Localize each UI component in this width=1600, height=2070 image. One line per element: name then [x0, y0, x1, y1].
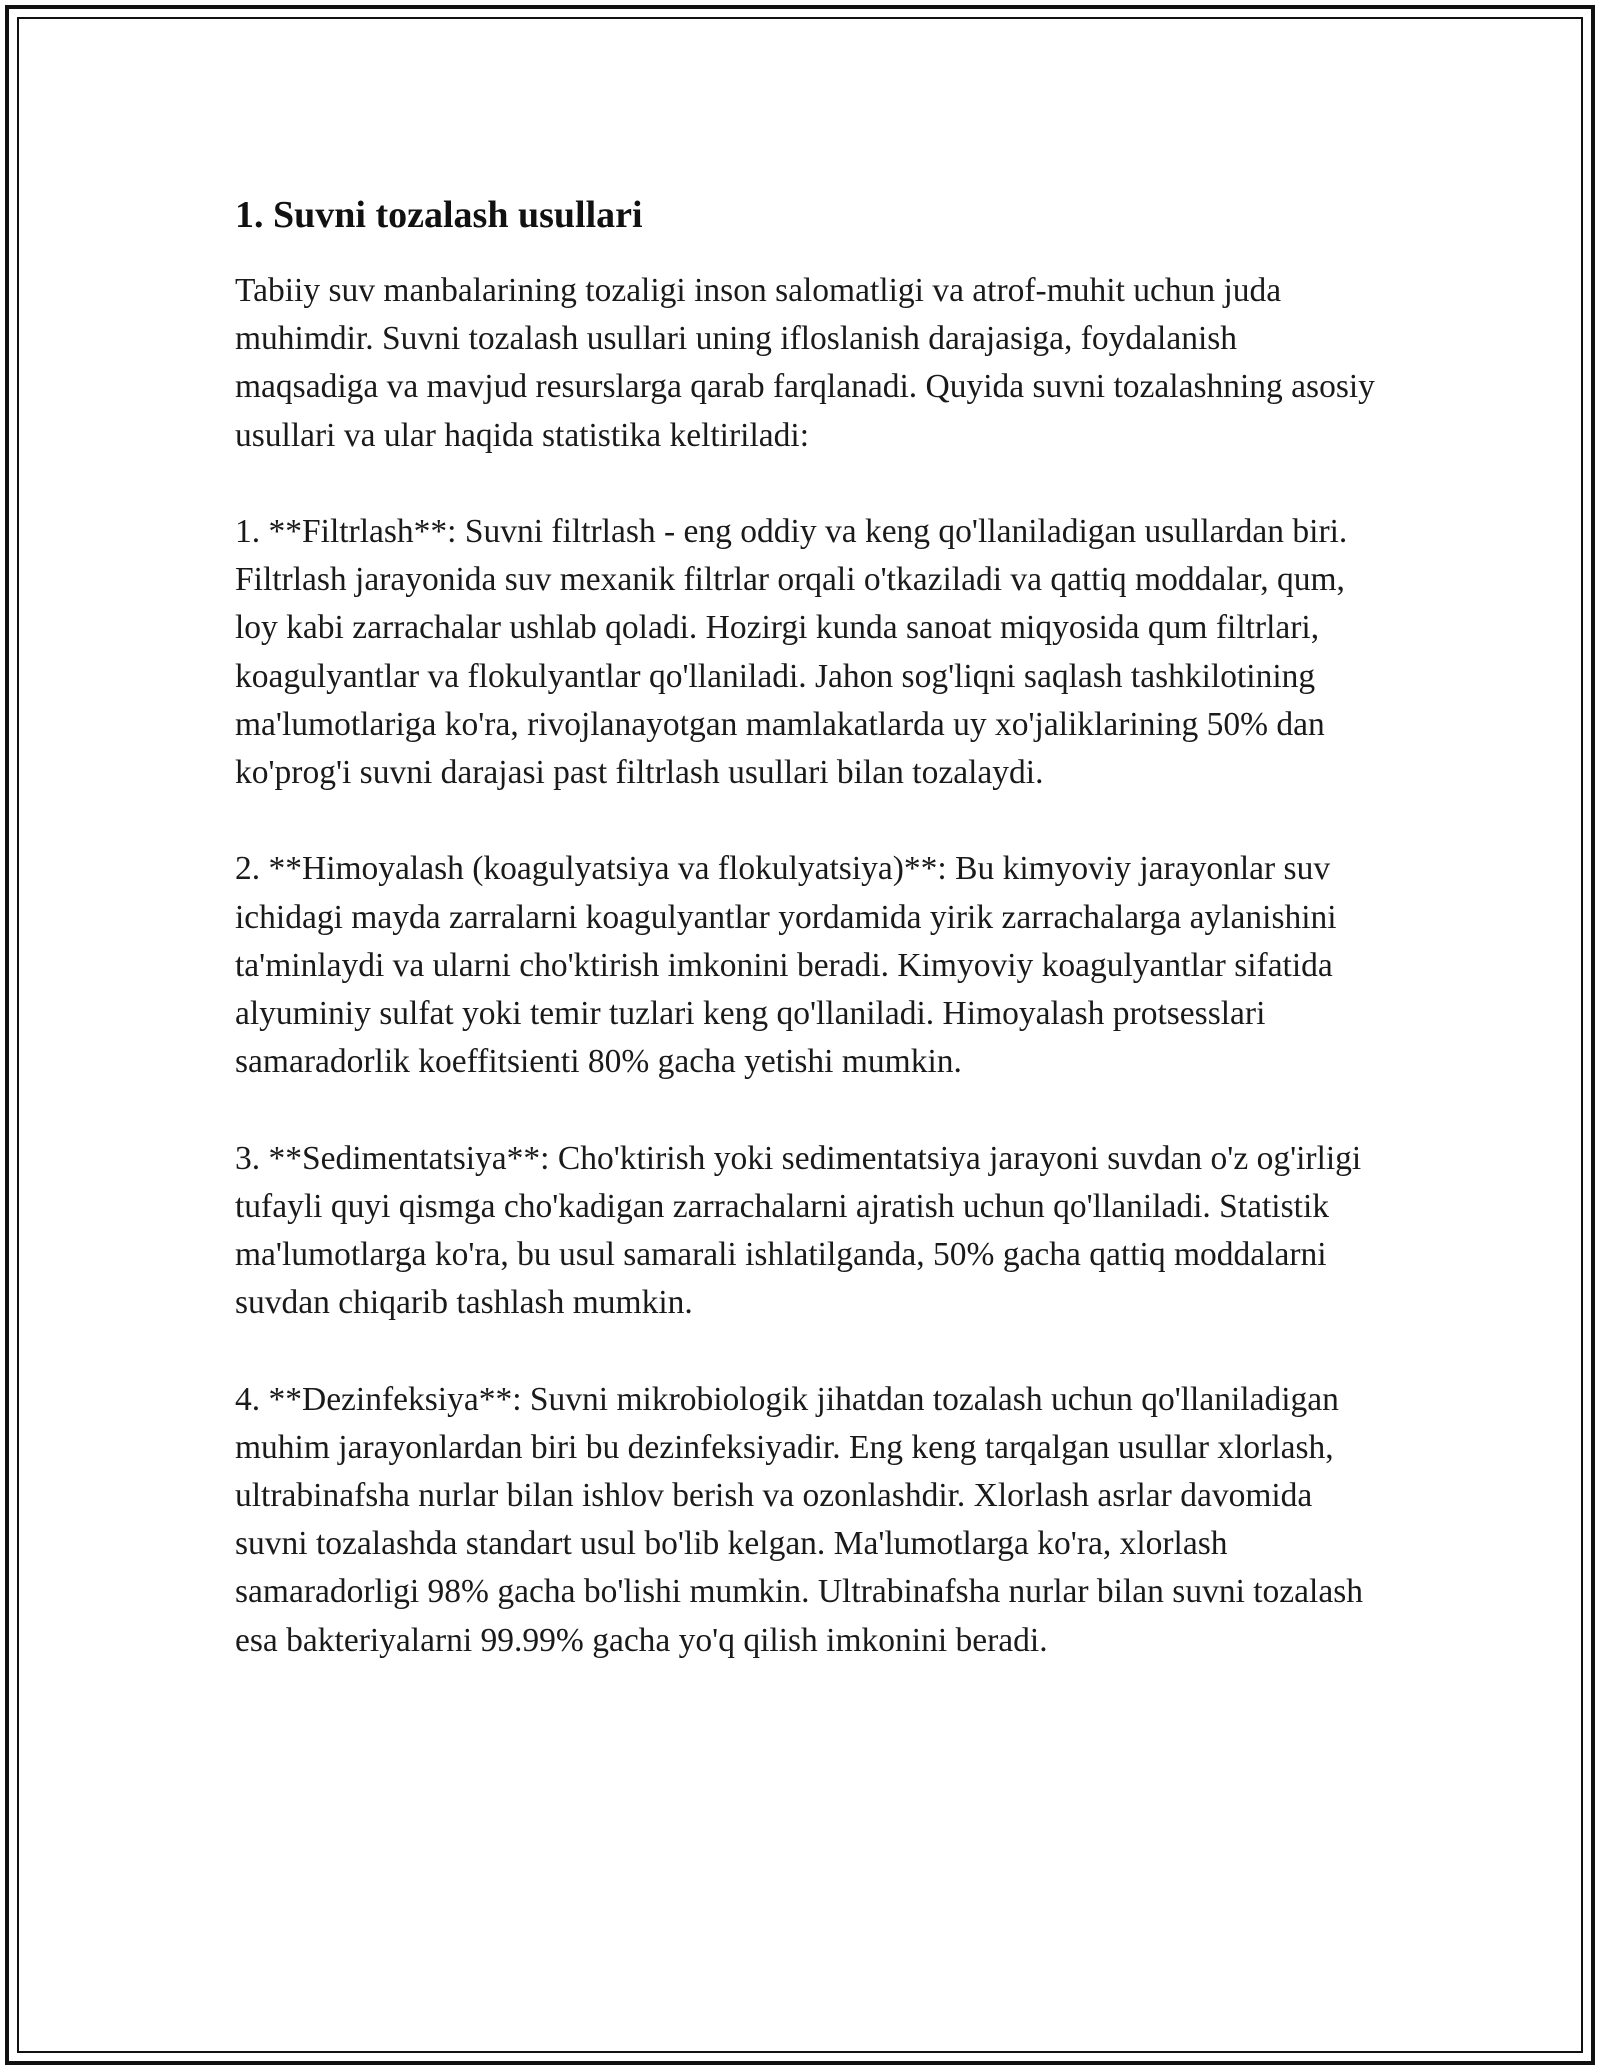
document-body — [235, 185, 1375, 1713]
disinfection-paragraph: 4. **Dezinfeksiya**: Suvni mikrobiologik jihatdan tozalash uchun qo'llaniladigan muhim jarayonlardan biri bu dezinfeksiyadir. Eng keng tarqalgan usullar xlorlash, ultrabinafsha nurlar bilan ishlov berish va ozonlashdir. Xlorlash asrlar davomida suvni tozalashda standart usul bo'lib kelgan. Ma'lumotlarga ko'ra, xlorlash samaradorligi 98% gacha bo'lishi mumkin. Ultrabinafsha nurlar bilan suvni tozalash esa bakteriyalarni 99.99% gacha yo'q qilish imkonini beradi. — [235, 1380, 1364, 1659]
sedimentation-paragraph: 3. **Sedimentatsiya**: Cho'ktirish yoki sedimentatsiya jarayoni suvdan o'z og'irligi tufayli quyi qismga cho'kadigan zarrachalarni ajratish uchun qo'llaniladi. Statistik ma'lumotlarga ko'ra, bu usul samarali ishlatilganda, 50% gacha qattiq moddalarni suvdan chiqarib tashlash mumkin. — [235, 1139, 1362, 1322]
section-title: 1. Suvni tozalash usullari — [235, 194, 643, 236]
filtration-paragraph: 1. **Filtrlash**: Suvni filtrlash - eng oddiy va keng qo'llaniladigan usullardan biri. Filtrlash jarayonida suv mexanik filtrlar orqali o'tkaziladi va qattiq moddalar, qum, loy kabi zarrachalar ushlab qoladi. Hozirgi kunda sanoat miqyosida qum filtrlari, koagulyantlar va flokulyantlar qo'llaniladi. Jahon sog'liqni saqlash tashkilotining ma'lumotlariga ko'ra, rivojlanayotgan mamlakatlarda uy xo'jaliklarining 50% dan ko'prog'i suvni darajasi past filtrlash usullari bilan tozalaydi. — [235, 513, 1348, 792]
intro-paragraph: Tabiiy suv manbalarining tozaligi inson salomatligi va atrof-muhit uchun juda muhimdir. Suvni tozalash usullari uning ifloslanish darajasiga, foydalanish maqsadiga va mavjud resurslarga qarab farqlanadi. Quyida suvni tozalashning asosiy usullari va ular haqida statistika keltiriladi: — [235, 272, 1375, 454]
coagulation-paragraph: 2. **Himoyalash (koagulyatsiya va flokulyatsiya)**: Bu kimyoviy jarayonlar suv ichidagi mayda zarralarni koagulyantlar yordamida yirik zarrachalarga aylanishini ta'minlaydi va ularni cho'ktirish imkonini beradi. Kimyoviy koagulyantlar sifatida alyuminiy sulfat yoki temir tuzlari keng qo'llaniladi. Himoyalash protsesslari samaradorlik koeffitsienti 80% gacha yetishi mumkin. — [235, 850, 1337, 1081]
